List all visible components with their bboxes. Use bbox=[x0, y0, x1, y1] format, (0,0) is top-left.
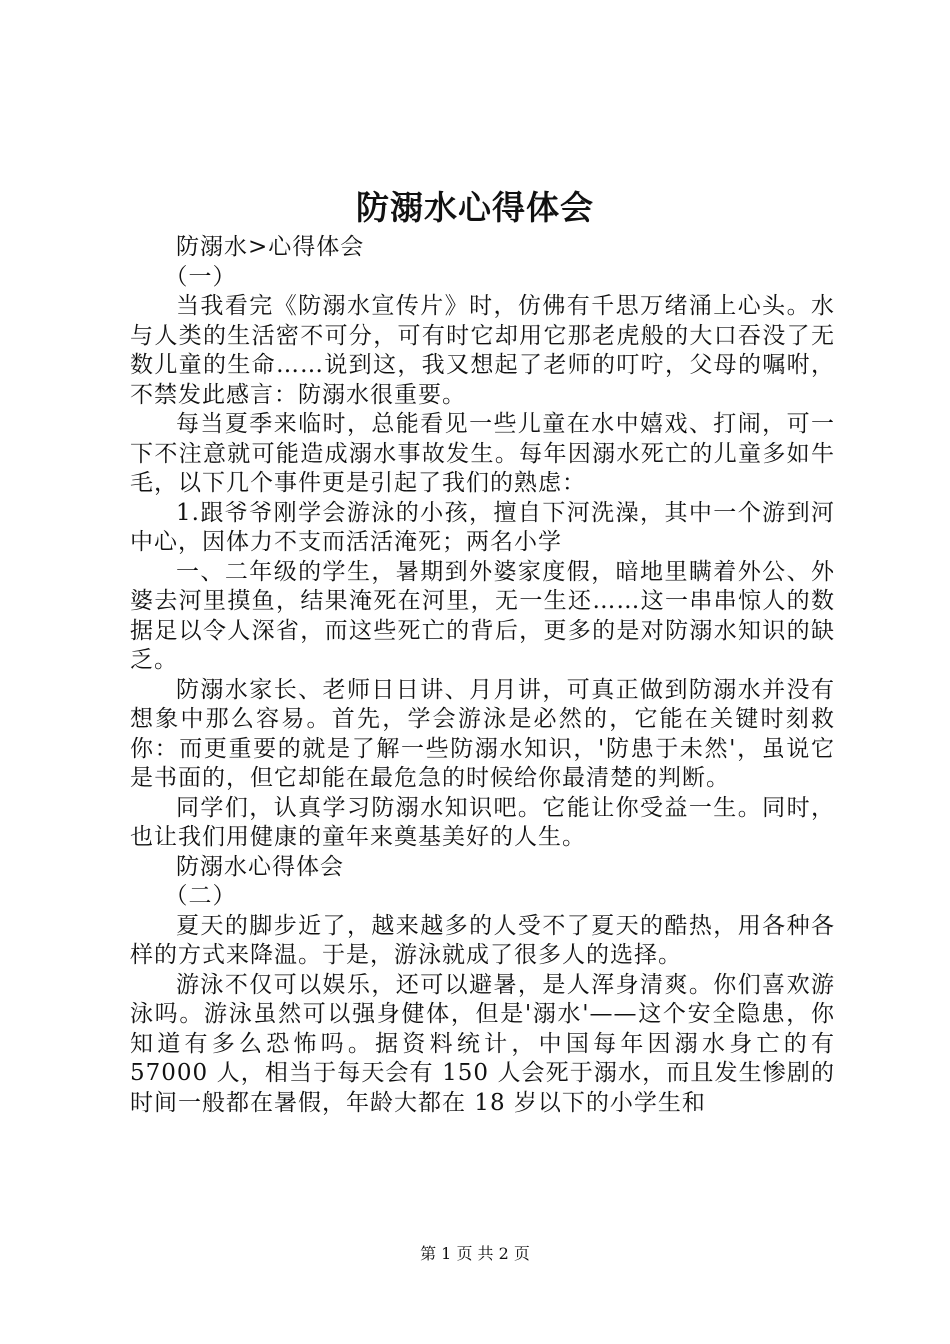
section-heading-2: 防溺水心得体会 bbox=[176, 853, 344, 880]
paragraph: 同学们，认真学习防溺水知识吧。它能让你受益一生。同时，也让我们用健康的童年来奠基美好的人生。 bbox=[130, 794, 835, 850]
paragraph: 防溺水家长、老师日日讲、月月讲，可真正做到防溺水并没有想象中那么容易。首先，学会游泳是必然的，它能在关键时刻救你：而更重要的就是了解一些防溺水知识，'防患于未然'，虽说它是书面的，但它却能在最危急的时候给你最清楚的判断。 bbox=[130, 676, 835, 791]
paragraph: 夏天的脚步近了，越来越多的人受不了夏天的酷热，用各种各样的方式来降温。于是，游泳就成了很多人的选择。 bbox=[130, 912, 835, 968]
paragraph: 当我看完《防溺水宣传片》时，仿佛有千思万绪涌上心头。水与人类的生活密不可分，可有时它却用它那老虎般的大口吞没了无数儿童的生命……说到这，我又想起了老师的叮咛，父母的嘱咐，不禁发此感言：防溺水很重要。 bbox=[130, 293, 835, 408]
document-body bbox=[130, 233, 835, 1118]
section-number-2: （二） bbox=[164, 883, 237, 909]
section-heading-1: 防溺水>心得体会 bbox=[176, 234, 365, 260]
paragraph: 游泳不仅可以娱乐，还可以避暑，是人浑身清爽。你们喜欢游泳吗。游泳虽然可以强身健体，但是'溺水'——这个安全隐患，你知道有多么恐怖吗。据资料统计，中国每年因溺水身亡的有 57000 人，相当于每天会有 150 人会死于溺水，而且发生惨剧的时间一般都在暑假，年龄大都在 18 岁以下的小学生和 bbox=[130, 971, 835, 1116]
paragraph: 一、二年级的学生，暑期到外婆家度假，暗地里瞒着外公、外婆去河里摸鱼，结果淹死在河里，无一生还……这一串串惊人的数据足以令人深省，而这些死亡的背后，更多的是对防溺水知识的缺乏。 bbox=[130, 558, 835, 673]
section-number-1: （一） bbox=[164, 263, 237, 290]
page-footer: 第 1 页 共 2 页 bbox=[420, 1244, 530, 1263]
paragraph: 1.跟爷爷刚学会游泳的小孩，擅自下河洗澡，其中一个游到河中心，因体力不支而活活淹死；两名小学 bbox=[130, 499, 835, 555]
document-title: 防溺水心得体会 bbox=[356, 188, 594, 227]
paragraph: 每当夏季来临时，总能看见一些儿童在水中嬉戏、打闹，可一下不注意就可能造成溺水事故发生。每年因溺水死亡的儿童多如牛毛，以下几个事件更是引起了我们的熟虑： bbox=[130, 411, 835, 496]
